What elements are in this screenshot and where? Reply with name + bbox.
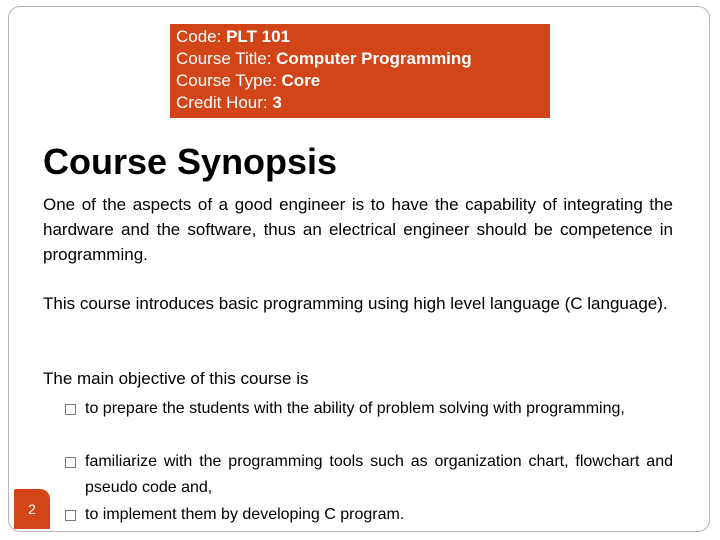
course-title-label: Course Title:: [176, 49, 277, 68]
checkbox-bullet-icon: [65, 510, 76, 521]
objective-bullet: [63, 449, 673, 501]
course-type-line: [176, 70, 550, 92]
credit-hour-line: [176, 92, 550, 114]
slide-title: Course Synopsis: [43, 141, 338, 182]
objective-bullet: [63, 396, 673, 422]
course-type-label: Course Type:: [176, 71, 282, 90]
page-number-badge: 2: [14, 489, 50, 529]
course-code-value: PLT 101: [226, 27, 291, 46]
course-title-value: Computer Programming: [276, 49, 472, 68]
checkbox-bullet-icon: [65, 457, 76, 468]
objective-bullet-text: familiarize with the programming tools such as organization chart, flowchart and pseudo code and,: [85, 453, 673, 496]
credit-hour-value: 3: [272, 93, 282, 112]
objective-bullet-text: to implement them by developing C program.: [85, 506, 405, 523]
synopsis-paragraph-1: One of the aspects of a good engineer is to have the capability of integrating the hardware and the software, thus an electrical engineer should be competence in programming.: [43, 195, 673, 264]
checkbox-bullet-icon: [65, 404, 76, 415]
objective-bullet-text: to prepare the students with the ability of problem solving with programming,: [85, 400, 625, 417]
course-type-value: Core: [281, 71, 321, 90]
course-code-label: Code:: [176, 27, 227, 46]
synopsis-paragraph-2: This course introduces basic programming using high level language (C language).: [43, 294, 668, 313]
objective-bullet: [63, 502, 673, 528]
objective-intro: The main objective of this course is: [43, 369, 309, 388]
credit-hour-label: Credit Hour:: [176, 93, 273, 112]
course-title-line: [176, 48, 550, 70]
course-code-line: [176, 26, 550, 48]
course-info-box: [170, 24, 550, 118]
